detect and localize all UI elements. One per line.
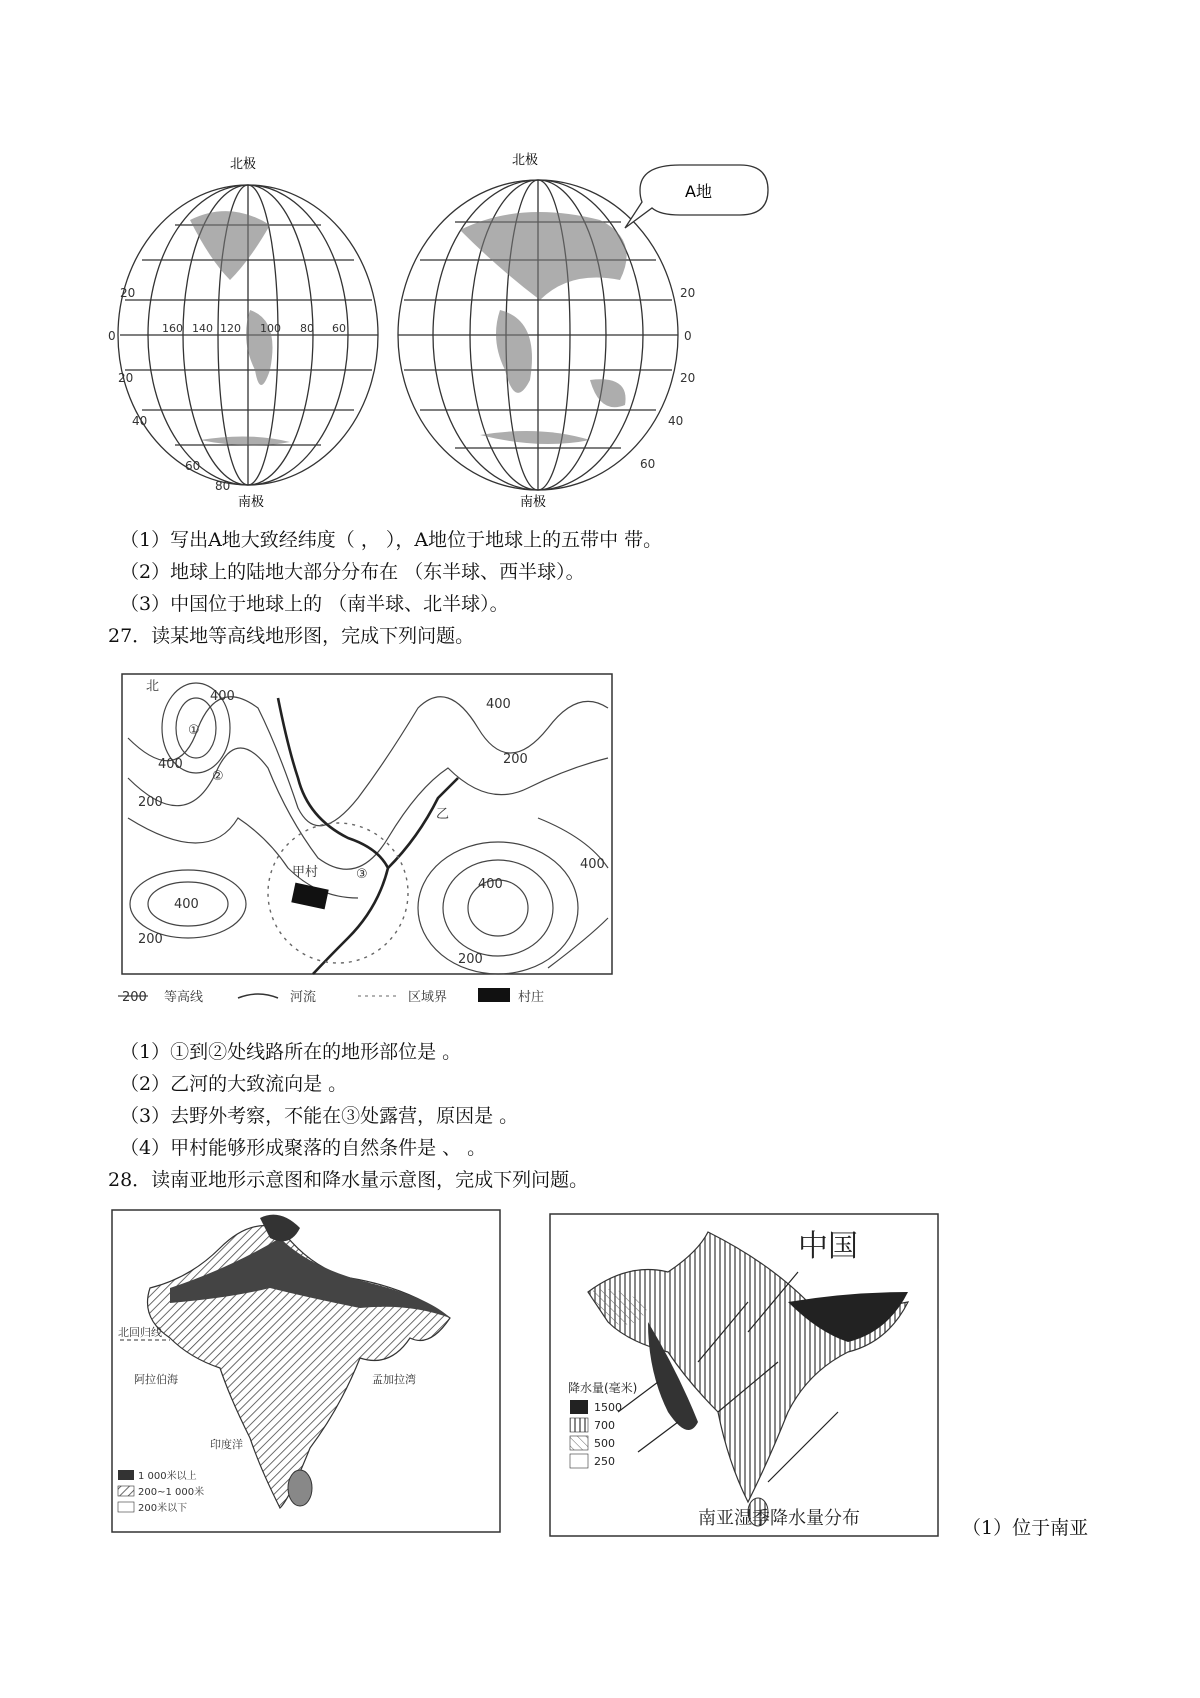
contour-label: 400 — [478, 877, 503, 892]
river-yi-label: 乙 — [436, 807, 450, 822]
contour-label: 200 — [503, 752, 528, 767]
lat-label: 40 — [132, 414, 148, 428]
lat-label: 20 — [118, 371, 134, 385]
contour-label: 400 — [580, 857, 605, 872]
contour-label: 200 — [458, 952, 483, 967]
indian-ocean-label: 印度洋 — [210, 1438, 243, 1451]
north-pole-label-west: 北极 — [230, 157, 257, 172]
south-asia-rainfall-map — [548, 1212, 940, 1538]
north-pole-label-east: 北极 — [512, 153, 539, 168]
lon-label: 140 — [192, 322, 213, 335]
bay-of-bengal-label: 孟加拉湾 — [372, 1373, 416, 1386]
q26-sub2: （2）地球上的陆地大部分分布在 （东半球、西半球）。 — [120, 561, 585, 583]
contour-label: 400 — [158, 757, 183, 772]
lon-label: 60 — [332, 322, 346, 335]
lat-label: 0 — [684, 329, 692, 343]
lat-label: 0 — [108, 329, 116, 343]
contour-map — [118, 668, 618, 1008]
contour-label: 400 — [174, 897, 199, 912]
lon-label: 100 — [260, 322, 281, 335]
rain-legend-value: 700 — [594, 1419, 615, 1432]
hemispheres-figure — [108, 150, 800, 510]
q27-sub3: （3）去野外考察，不能在③处露营，原因是 。 — [120, 1105, 519, 1127]
tropic-label: 北回归线 — [118, 1326, 162, 1339]
point-1-label: ① — [188, 723, 200, 738]
lat-label: 40 — [668, 414, 684, 428]
rain-legend-title: 降水量(毫米) — [568, 1381, 638, 1395]
legend-boundary: 区域界 — [408, 990, 448, 1005]
q26-sub1: （1）写出A地大致经纬度（ ， ），A地位于地球上的五带中 带。 — [120, 529, 663, 551]
lat-label: 20 — [120, 286, 136, 300]
south-pole-label-west: 南极 — [238, 495, 265, 510]
rain-legend-value: 1500 — [594, 1401, 622, 1414]
legend-river: 河流 — [290, 990, 317, 1005]
terrain-legend-item: 200米以下 — [138, 1503, 188, 1514]
point-2-label: ② — [212, 769, 224, 784]
lat-label: 60 — [185, 459, 201, 473]
north-label: 北 — [146, 679, 160, 694]
village-label: 甲村 — [292, 865, 319, 880]
terrain-legend-item: 200~1 000米 — [138, 1487, 205, 1498]
rain-legend-value: 500 — [594, 1437, 615, 1450]
q27-sub2: （2）乙河的大致流向是 。 — [120, 1073, 348, 1095]
terrain-legend-item: 1 000米以上 — [138, 1471, 197, 1482]
contour-label: 400 — [210, 689, 235, 704]
lat-label: 80 — [215, 479, 231, 493]
rainfall-caption: 南亚湿季降水量分布 — [698, 1508, 860, 1529]
legend-contour-value: 200 — [122, 990, 147, 1005]
callout-label: A地 — [685, 182, 712, 201]
q27-title: 27．读某地等高线地形图，完成下列问题。 — [108, 625, 475, 647]
q28-title: 28．读南亚地形示意图和降水量示意图，完成下列问题。 — [108, 1169, 589, 1191]
south-asia-terrain-map — [110, 1208, 502, 1536]
arabian-sea-label: 阿拉伯海 — [134, 1373, 178, 1386]
china-label: 中国 — [798, 1229, 858, 1264]
q27-sub4: （4）甲村能够形成聚落的自然条件是 、 。 — [120, 1137, 487, 1159]
q28-sub1-start: （1）位于南亚 — [962, 1517, 1089, 1539]
south-pole-label-east: 南极 — [520, 495, 547, 510]
lat-label: 20 — [680, 371, 696, 385]
lon-label: 160 — [162, 322, 183, 335]
lon-label: 80 — [300, 322, 314, 335]
contour-label: 200 — [138, 932, 163, 947]
lat-label: 60 — [640, 457, 656, 471]
lat-label: 20 — [680, 286, 696, 300]
rain-legend-value: 250 — [594, 1455, 615, 1468]
q26-sub3: （3）中国位于地球上的 （南半球、北半球）。 — [120, 593, 509, 615]
q27-sub1: （1）①到②处线路所在的地形部位是 。 — [120, 1041, 462, 1063]
legend-contour: 等高线 — [164, 990, 204, 1005]
contour-label: 400 — [486, 697, 511, 712]
contour-label: 200 — [138, 795, 163, 810]
point-3-label: ③ — [356, 867, 368, 882]
legend-village: 村庄 — [518, 990, 545, 1005]
lon-label: 120 — [220, 322, 241, 335]
